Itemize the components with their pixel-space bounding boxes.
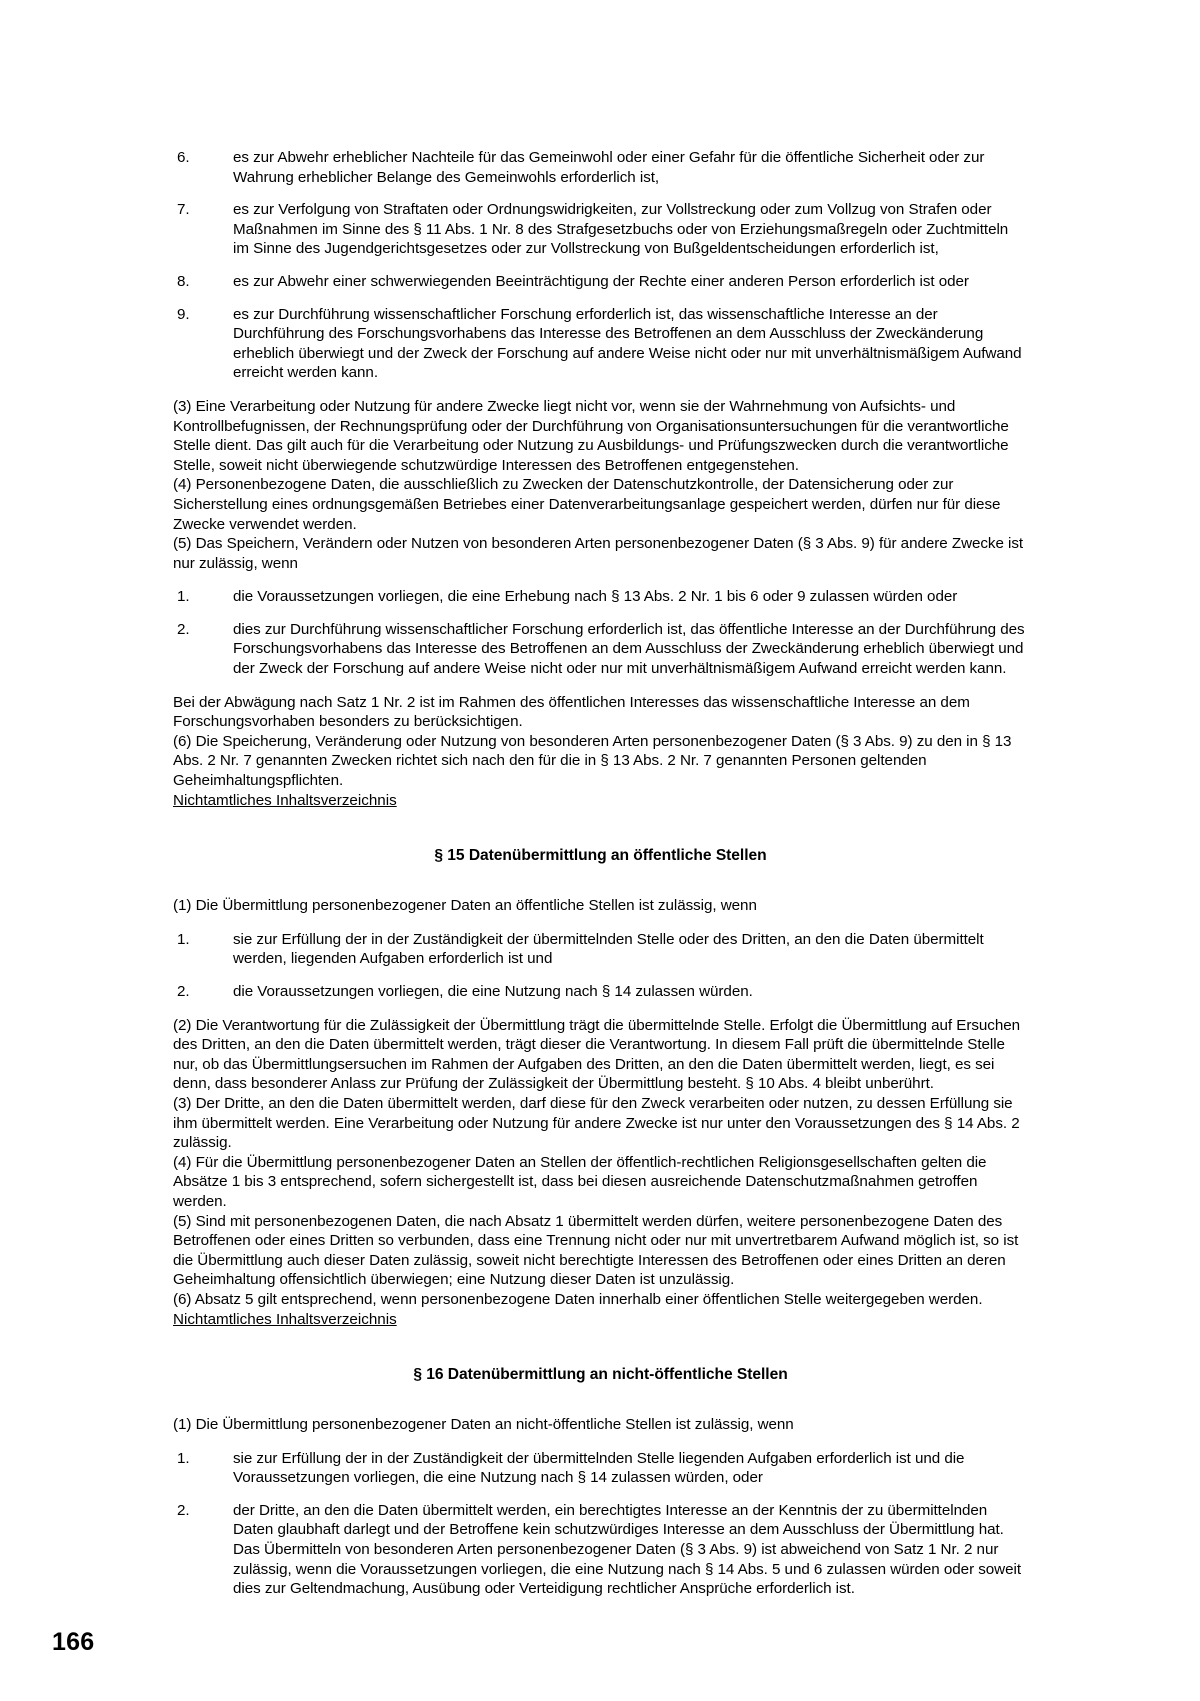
list-item-number: 2. [177,1501,190,1519]
list-item-text: die Voraussetzungen vorliegen, die eine Erhebung nach § 13 Abs. 2 Nr. 1 bis 6 oder 9 zulassen würden oder [233,588,958,606]
toc-link-1-wrapper [173,791,1028,811]
list-item [173,587,1028,607]
list-item [173,305,1028,383]
list-item-number: 6. [177,149,190,166]
list-item [173,148,1028,187]
spacer [173,866,1028,896]
list-item-number: 1. [177,588,190,606]
paragraph-14-tail: Bei der Abwägung nach Satz 1 Nr. 2 ist im Rahmen des öffentlichen Interesses das wissenschaftliche Interesse an dem Forschungsvorhaben besonders zu berücksichtigen. (6) Die Speicherung, Veränderung oder Nutzung von besonderen Arten personenbezogener Daten (§ 3 Abs. 9) zu den in § 13 Abs. 2 Nr. 7 genannten Zwecken richtet sich nach den für die in § 13 Abs. 2 Nr. 7 genannten Personen geltenden Geheimhaltungspflichten. [173,693,1012,790]
list-item-text: sie zur Erfüllung der in der Zuständigkeit der übermittelnden Stelle liegenden Aufgaben erforderlich ist und die Voraussetzungen vorliegen, die eine Nutzung nach § 14 zulassen würden, oder [233,1449,965,1487]
numbered-list-16-1 [173,1449,1028,1599]
list-item [173,1449,1028,1488]
spacer [173,1385,1028,1415]
list-item-text: es zur Verfolgung von Straftaten oder Ordnungswidrigkeiten, zur Vollstreckung oder zum Vollzug von Strafen oder Maßnahmen im Sinne des § 11 Abs. 1 Nr. 8 des Strafgesetzbuchs oder von Erziehungsmaßregeln oder Zuchtmitteln im Sinne des Jugendgerichtsgesetzes oder zur Vollstreckung von Bußgeldentscheidungen erforderlich ist, [233,201,1009,258]
list-item-number: 1. [177,930,190,948]
section-15-intro: (1) Die Übermittlung personenbezogener Daten an öffentliche Stellen ist zulässig, wenn [173,897,757,915]
list-item-number: 9. [177,305,190,323]
section-16-intro: (1) Die Übermittlung personenbezogener Daten an nicht-öffentliche Stellen ist zulässig, wenn [173,1416,794,1434]
list-item-text: die Voraussetzungen vorliegen, die eine Nutzung nach § 14 zulassen würden. [233,983,753,1000]
list-item [173,982,1028,1002]
list-item-text: dies zur Durchführung wissenschaftlicher Forschung erforderlich ist, das öffentliche Interesse an der Durchführung des Forschungsvorhabens das Interesse des Betroffenen an dem Ausschluss der Zweckänderung erheblich überwiegt und der Zweck der Forschung auf andere Weise nicht oder nur mit unverhältnismäßigem Aufwand erreicht werden kann. [233,620,1025,678]
spacer [173,383,1028,397]
spacer [173,916,1028,930]
section-15-body: (2) Die Verantwortung für die Zulässigkeit der Übermittlung trägt die übermittelnde Stelle. Erfolgt die Übermittlung auf Ersuchen des Dritten, an den die Daten übermittelt werden, trägt dieser die Verantwortung. In diesem Fall prüft die übermittelnde Stelle nur, ob das Übermittlungsersuchen im Rahmen der Aufgaben des Dritten, an den die Daten übermittelt werden, liegt, es sei denn, dass besonderer Anlass zur Prüfung der Zulässigkeit der Übermittlung besteht. § 10 Abs. 4 bleibt unberührt. (3) Der Dritte, an den die Daten übermittelt werden, darf diese für den Zweck verarbeiten oder nutzen, zu dessen Erfüllung sie ihm übermittelt werden. Eine Verarbeitung oder Nutzung für andere Zwecke ist nur unter den Voraussetzungen des § 14 Abs. 2 zulässig. (4) Für die Übermittlung personenbezogener Daten an Stellen der öffentlich-rechtlichen Religionsgesellschaften gelten die Absätze 1 bis 3 entsprechend, sofern sichergestellt ist, dass bei diesen ausreichende Datenschutzmaßnahmen getroffen werden. (5) Sind mit personenbezogenen Daten, die nach Absatz 1 übermittelt werden dürfen, weitere personenbezogene Daten des Betroffenen oder eines Dritten so verbunden, dass eine Trennung nicht oder nur mit unvertretbarem Aufwand möglich ist, so ist die Übermittlung auch dieser Daten zulässig, soweit nicht berechtigte Interessen des Betroffenen oder eines Dritten an deren Geheimhaltung offensichtlich überwiegen; eine Nutzung dieser Daten ist unzulässig. (6) Absatz 5 gilt entsprechend, wenn personenbezogene Daten innerhalb einer öffentlichen Stelle weitergegeben werden. [173,1016,1021,1308]
page-number: 166 [52,1628,95,1656]
numbered-list-14-5 [173,587,1028,678]
list-item-text: sie zur Erfüllung der in der Zuständigkeit der übermittelnden Stelle oder des Dritten, an den die Daten übermittelt werden, liegenden Aufgaben erforderlich ist und [233,930,984,968]
list-item-text: es zur Abwehr erheblicher Nachteile für das Gemeinwohl oder einer Gefahr für die öffentliche Sicherheit oder zur Wahrung erheblicher Belange des Gemeinwohls erforderlich ist, [233,149,985,186]
list-item-text: der Dritte, an den die Daten übermittelt werden, ein berechtigtes Interesse an der Kenntnis der zu übermittelnden Daten glaubhaft darlegt und der Betroffene kein schutzwürdiges Interesse an dem Ausschluss der Übermittlung hat. Das Übermitteln von besonderen Arten personenbezogener Daten (§ 3 Abs. 9) ist abweichend von Satz 1 Nr. 2 nur zulässig, wenn die Voraussetzungen vorliegen, die eine Nutzung nach § 14 Abs. 5 und 6 zulassen würden oder soweit dies zur Geltendmachung, Ausübung oder Verteidigung rechtlicher Ansprüche erforderlich ist. [233,1501,1021,1598]
list-item [173,272,1028,292]
list-item-number: 7. [177,201,190,219]
spacer [173,1435,1028,1449]
list-item-number: 1. [177,1449,190,1467]
spacer [173,1002,1028,1016]
spacer [173,573,1028,587]
paragraph-14-3-4-5: (3) Eine Verarbeitung oder Nutzung für andere Zwecke liegt nicht vor, wenn sie der Wahrnehmung von Aufsichts- und Kontrollbefugnissen, der Rechnungsprüfung oder der Durchführung von Organisationsuntersuchungen für die verantwortliche Stelle dient. Das gilt auch für die Verarbeitung oder Nutzung zu Ausbildungs- und Prüfungszwecken durch die verantwortliche Stelle, soweit nicht überwiegende schutzwürdige Interessen des Betroffenen entgegenstehen. (4) Personenbezogene Daten, die ausschließlich zu Zwecken der Datenschutzkontrolle, der Datensicherung oder zur Sicherstellung eines ordnungsgemäßen Betriebes einer Datenverarbeitungsanlage gespeichert werden, dürfen nur für diese Zwecke verwendet werden. (5) Das Speichern, Verändern oder Nutzen von besonderen Arten personenbezogener Daten (§ 3 Abs. 9) für andere Zwecke ist nur zulässig, wenn [173,397,1024,572]
list-item [173,620,1028,679]
nichtamtliches-inhaltsverzeichnis-link[interactable]: Nichtamtliches Inhaltsverzeichnis [173,791,397,809]
list-item-number: 2. [177,983,190,1000]
list-item-number: 8. [177,272,190,290]
section-15-heading: § 15 Datenübermittlung an öffentliche Stellen [434,847,767,865]
list-item-number: 2. [177,620,190,638]
spacer [173,810,1028,846]
section-16-heading: § 16 Datenübermittlung an nicht-öffentliche Stellen [413,1366,788,1384]
toc-link-2-wrapper [173,1310,1028,1330]
list-item [173,1501,1028,1599]
spacer [173,679,1028,693]
page-content [173,148,1028,1599]
spacer [173,1329,1028,1365]
numbered-list-continued [173,148,1028,383]
list-item [173,930,1028,969]
list-item-text: es zur Abwehr einer schwerwiegenden Beeinträchtigung der Rechte einer anderen Person erforderlich ist oder [233,272,969,290]
list-item-text: es zur Durchführung wissenschaftlicher Forschung erforderlich ist, das wissenschaftliche Interesse an der Durchführung des Forschungsvorhabens das Interesse des Betroffenen an dem Ausschluss der Zweckänderung erheblich überwiegt und der Zweck der Forschung auf andere Weise nicht oder nur mit unverhältnismäßigem Aufwand erreicht werden kann. [233,305,1022,382]
list-item [173,200,1028,259]
nichtamtliches-inhaltsverzeichnis-link[interactable]: Nichtamtliches Inhaltsverzeichnis [173,1310,397,1328]
numbered-list-15-1 [173,930,1028,1002]
